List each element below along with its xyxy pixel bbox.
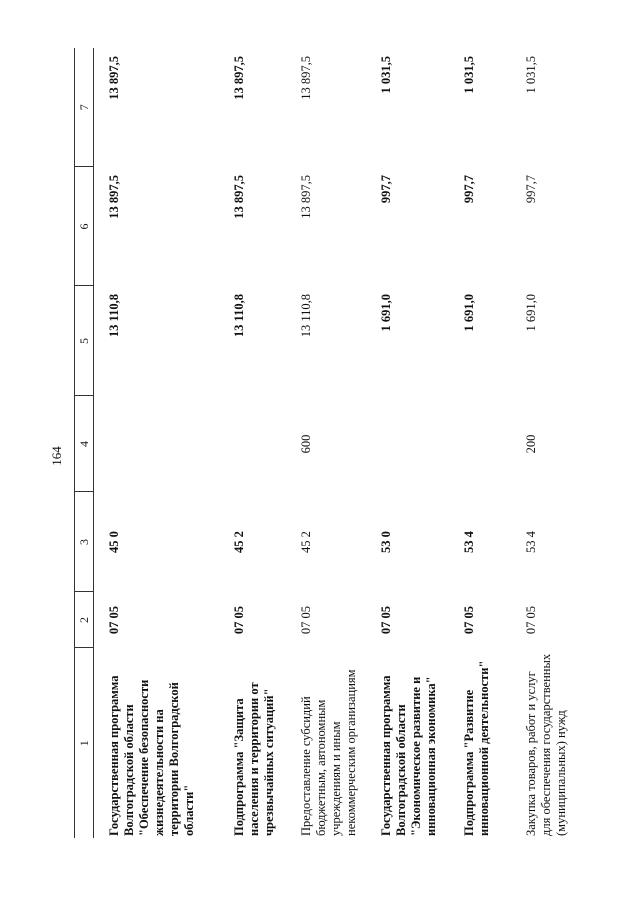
- row-section: 07 05: [299, 605, 313, 635]
- row-section: 07 05: [462, 605, 476, 635]
- row-expense-type: [449, 396, 511, 492]
- row-target: 45 2: [299, 531, 313, 553]
- row-value-2: 997,7: [524, 175, 538, 204]
- row-value-1: 13 110,8: [107, 294, 121, 338]
- row-target: 53 0: [379, 531, 393, 553]
- row-expense-type: [94, 396, 220, 492]
- row-expense-type: 600: [299, 434, 313, 454]
- column-header-6: 6: [75, 167, 94, 286]
- budget-table: [74, 48, 581, 838]
- column-header-1: 1: [75, 648, 94, 838]
- row-value-3: 1 031,5: [524, 56, 538, 94]
- row-name: Государственная программа Волгоградской области "Экономическое развитие и инновационная экономика": [379, 675, 438, 836]
- page-number: 164: [49, 446, 64, 466]
- row-section: 07 05: [232, 605, 246, 635]
- budget-sheet: [74, 48, 604, 838]
- table-row: [511, 48, 581, 838]
- table-row: [219, 48, 286, 838]
- row-value-2: 997,7: [462, 175, 476, 204]
- table-row: [449, 48, 511, 838]
- row-value-1: 13 110,8: [299, 294, 313, 338]
- column-header-7: 7: [75, 48, 94, 167]
- table-row: [94, 48, 220, 838]
- column-header-2: 2: [75, 592, 94, 648]
- row-value-1: 13 110,8: [232, 294, 246, 338]
- header-row: [75, 48, 94, 838]
- row-target: 53 4: [524, 531, 538, 553]
- row-target: 53 4: [462, 531, 476, 553]
- row-expense-type: [366, 396, 449, 492]
- row-name: Предоставление субсидий бюджетным, автономным учреждениям и иным некоммерческим организациям: [299, 669, 358, 836]
- row-section: 07 05: [107, 605, 121, 635]
- column-header-5: 5: [75, 286, 94, 396]
- table-row: [286, 48, 366, 838]
- row-value-2: 13 897,5: [232, 175, 246, 219]
- row-name: Подпрограмма "Защита населения и территории от чрезвычайных ситуаций": [232, 682, 276, 836]
- row-value-1: 1 691,0: [379, 294, 393, 332]
- row-value-3: 13 897,5: [299, 56, 313, 100]
- row-section: 07 05: [524, 605, 538, 635]
- table-row: [366, 48, 449, 838]
- row-value-1: 1 691,0: [462, 294, 476, 332]
- row-expense-type: [219, 396, 286, 492]
- row-value-3: 13 897,5: [107, 56, 121, 100]
- row-name: Государственная программа Волгоградской области "Обеспечение безопасности жизнедеятельности на территории Волгоградской области": [107, 675, 196, 836]
- column-header-4: 4: [75, 396, 94, 492]
- row-value-2: 13 897,5: [107, 175, 121, 219]
- row-name: Подпрограмма "Развитие инновационной деятельности": [462, 660, 491, 836]
- row-value-3: 1 031,5: [462, 56, 476, 94]
- row-value-2: 13 897,5: [299, 175, 313, 219]
- row-expense-type: 200: [524, 434, 538, 454]
- row-value-3: 1 031,5: [379, 56, 393, 94]
- row-target: 45 0: [107, 531, 121, 553]
- row-value-1: 1 691,0: [524, 294, 538, 332]
- row-name: Закупка товаров, работ и услуг для обеспечения государственных (муниципальных) нужд: [524, 653, 568, 836]
- column-header-3: 3: [75, 492, 94, 592]
- row-value-3: 13 897,5: [232, 56, 246, 100]
- row-value-2: 997,7: [379, 175, 393, 204]
- row-target: 45 2: [232, 531, 246, 553]
- row-section: 07 05: [379, 605, 393, 635]
